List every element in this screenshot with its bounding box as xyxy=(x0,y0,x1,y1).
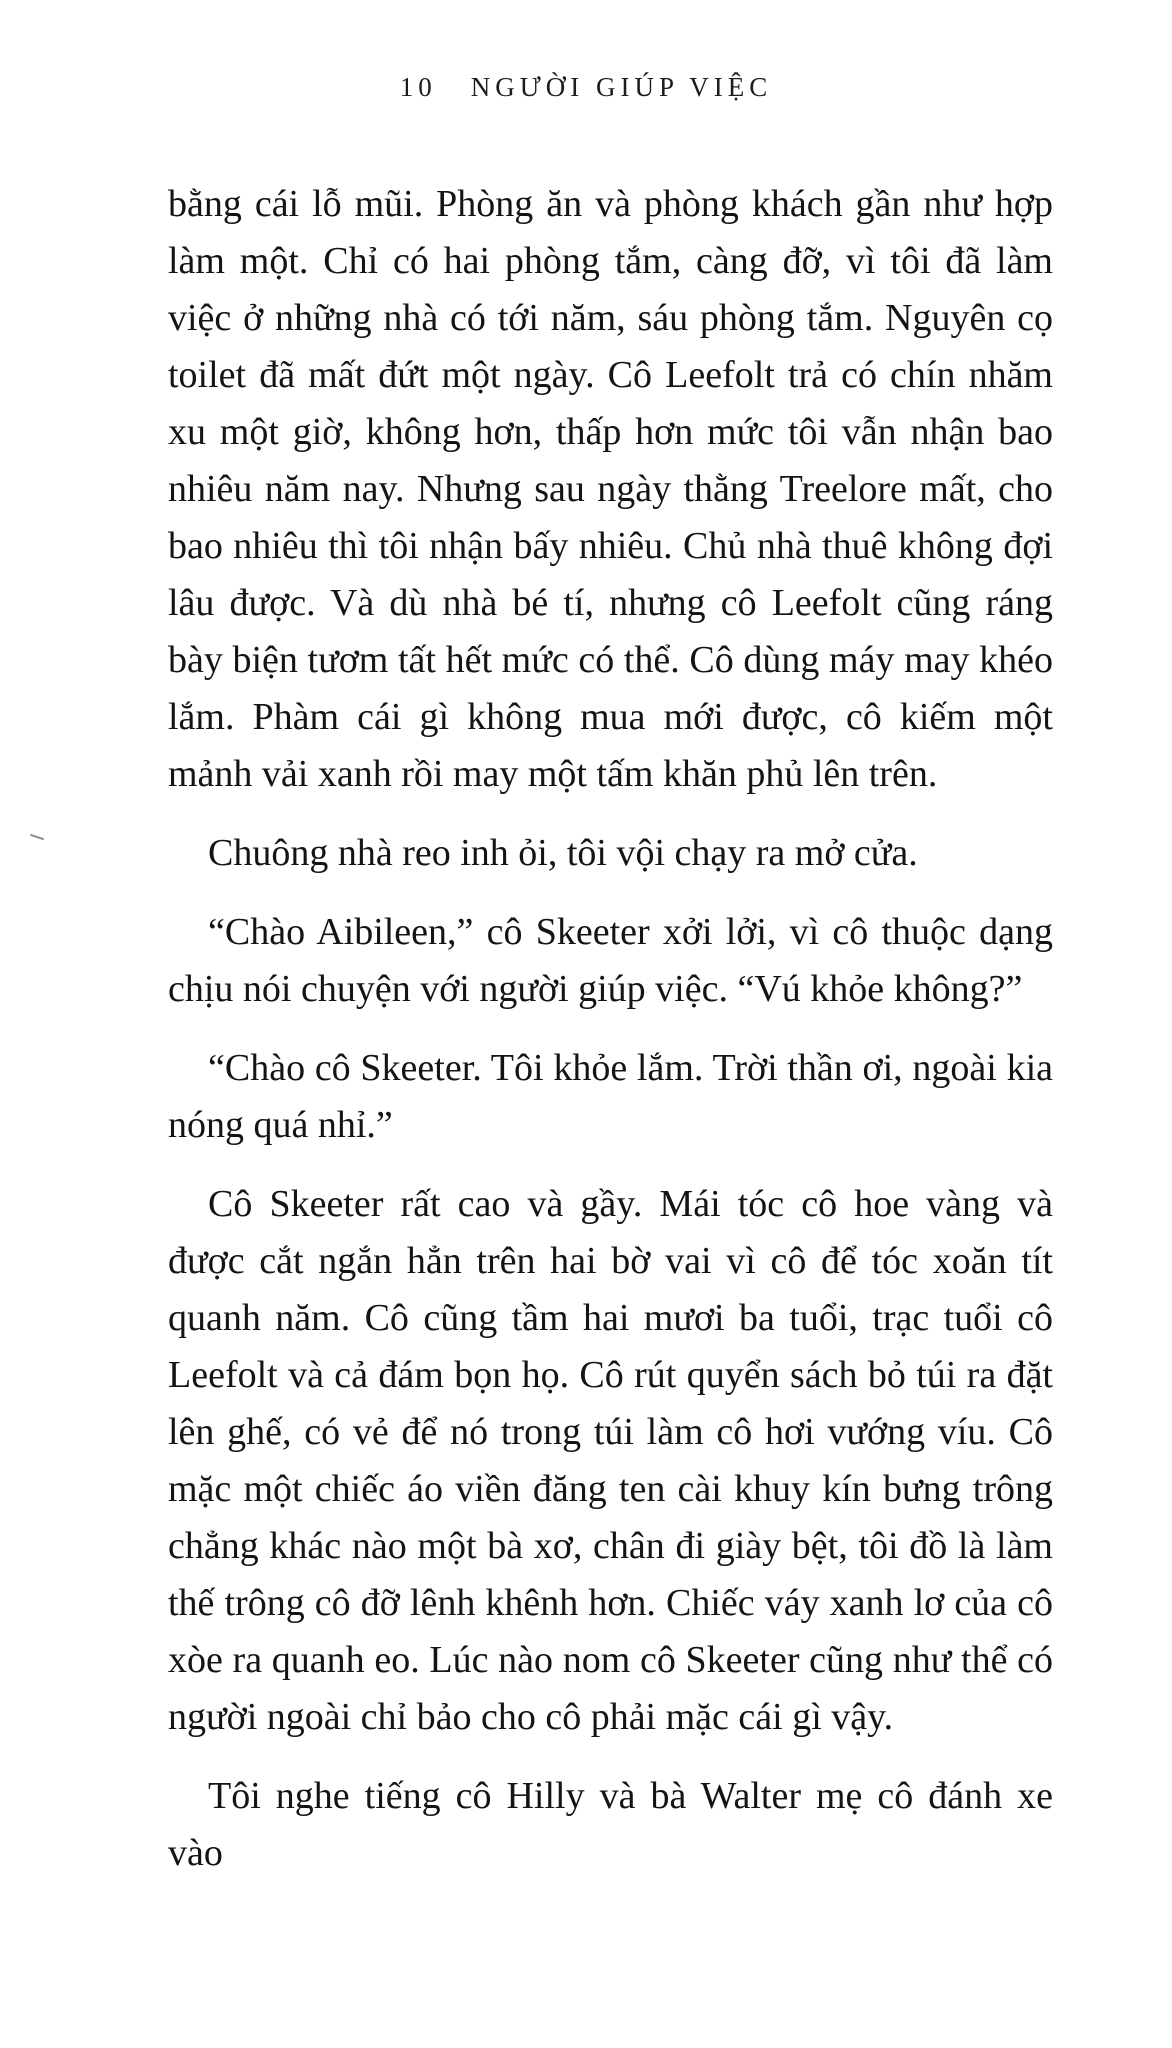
paragraph-continues: Tôi nghe tiếng cô Hilly và bà Walter mẹ cô đánh xe vào xyxy=(168,1775,1053,1874)
paragraph: Cô Skeeter rất cao và gầy. Mái tóc cô hoe vàng và được cắt ngắn hẳn trên hai bờ vai vì cô để tóc xoăn tít quanh năm. Cô cũng tầm hai mươi ba tuổi, trạc tuổi cô Leefolt và cả đám bọn họ. Cô rút quyển sách bỏ túi ra đặt lên ghế, có vẻ để nó trong túi làm cô hơi vướng víu. Cô mặc một chiếc áo viền đăng ten cài khuy kín bưng trông chẳng khác nào một bà xơ, chân đi giày bệt, tôi đồ là làm thế trông cô đỡ lênh khênh hơn. Chiếc váy xanh lơ của cô xòe ra quanh eo. Lúc nào nom cô Skeeter cũng như thể có người ngoài chỉ bảo cho cô phải mặc cái gì vậy. xyxy=(168,1183,1053,1738)
running-header xyxy=(0,72,1172,103)
page-number: 10 xyxy=(399,72,437,102)
book-title: NGƯỜI GIÚP VIỆC xyxy=(470,72,773,102)
margin-mark xyxy=(30,834,44,840)
paragraph-continued: bằng cái lỗ mũi. Phòng ăn và phòng khách gần như hợp làm một. Chỉ có hai phòng tắm, càng đỡ, vì tôi đã làm việc ở những nhà có tới năm, sáu phòng tắm. Nguyên cọ toilet đã mất đứt một ngày. Cô Leefolt trả có chín nhăm xu một giờ, không hơn, thấp hơn mức tôi vẫn nhận bao nhiêu năm nay. Nhưng sau ngày thằng Treelore mất, cho bao nhiêu thì tôi nhận bấy nhiêu. Chủ nhà thuê không đợi lâu được. Và dù nhà bé tí, nhưng cô Leefolt cũng ráng bày biện tươm tất hết mức có thể. Cô dùng máy may khéo lắm. Phàm cái gì không mua mới được, cô kiếm một mảnh vải xanh rồi may một tấm khăn phủ lên trên. xyxy=(168,183,1053,795)
paragraph: “Chào cô Skeeter. Tôi khỏe lắm. Trời thần ơi, ngoài kia nóng quá nhỉ.” xyxy=(168,1047,1053,1146)
body-text xyxy=(168,176,1053,1882)
paragraph: Chuông nhà reo inh ỏi, tôi vội chạy ra mở cửa. xyxy=(208,832,918,874)
paragraph: “Chào Aibileen,” cô Skeeter xởi lởi, vì cô thuộc dạng chịu nói chuyện với người giúp việc. “Vú khỏe không?” xyxy=(168,911,1053,1010)
